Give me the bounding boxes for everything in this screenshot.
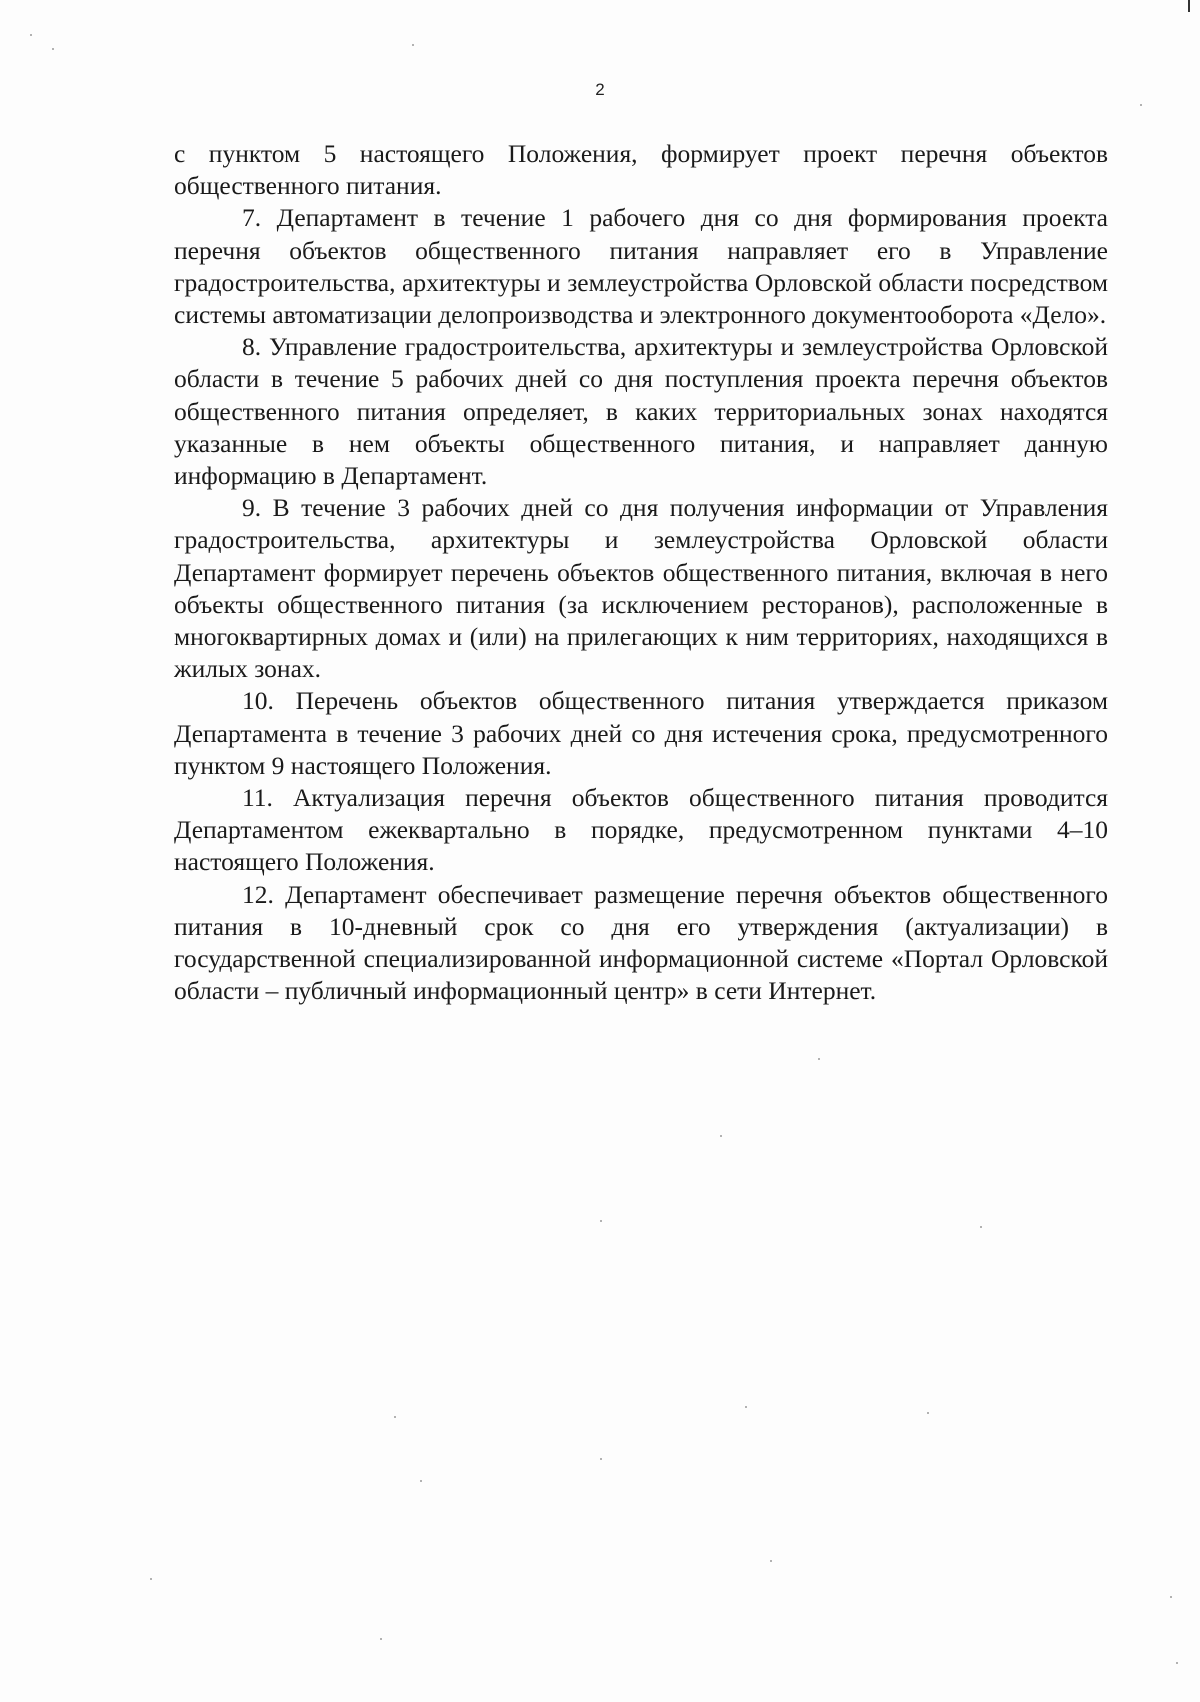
paragraph-continuation: с пунктом 5 настоящего Положения, формирует проект перечня объектов общественного питания. xyxy=(174,139,1108,201)
scan-speck xyxy=(1176,1662,1178,1664)
scan-speck xyxy=(1140,104,1142,106)
scan-speck xyxy=(412,44,414,46)
scan-speck xyxy=(818,1058,820,1060)
paragraph-9: 9. В течение 3 рабочих дней со дня получения информации от Управления градостроительства, архитектуры и землеустройства Орловской области Департамент формирует перечень объектов общественного питания, включая в него объекты общественного питания (за исключением ресторанов), расположенные в многоквартирных домах и (или) на прилегающих к ним территориях, находящихся в жилых зонах. xyxy=(174,493,1108,684)
paragraph-7: 7. Департамент в течение 1 рабочего дня со дня формирования проекта перечня объектов общественного питания направляет его в Управление градостроительства, архитектуры и землеустройства Орловской области посредством системы автоматизации делопроизводства и электронного документооборота «Дело». xyxy=(174,203,1108,330)
scan-speck xyxy=(380,1638,382,1640)
scan-speck xyxy=(770,1560,772,1562)
scan-speck xyxy=(600,1458,602,1460)
scan-speck xyxy=(1170,1596,1172,1598)
scan-speck xyxy=(150,1578,152,1580)
scan-speck xyxy=(980,1226,982,1228)
paragraph-8: 8. Управление градостроительства, архитектуры и землеустройства Орловской области в течение 5 рабочих дней со дня поступления проекта перечня объектов общественного питания определяет, в каких территориальных зонах находятся указанные в нем объекты общественного питания, и направляет данную информацию в Департамент. xyxy=(174,332,1108,491)
scan-speck xyxy=(30,34,32,36)
scan-speck xyxy=(927,1412,929,1414)
paragraph-10: 10. Перечень объектов общественного питания утверждается приказом Департамента в течение 3 рабочих дней со дня истечения срока, предусмотренного пунктом 9 настоящего Положения. xyxy=(174,686,1108,780)
page-number: 2 xyxy=(595,80,605,99)
scan-edge-mark xyxy=(1188,0,1190,12)
scan-speck xyxy=(420,1480,422,1482)
scan-speck xyxy=(394,1416,396,1418)
paragraph-12: 12. Департамент обеспечивает размещение перечня объектов общественного питания в 10-дневный срок со дня его утверждения (актуализации) в государственной специализированной информационной системе «Портал Орловской области – публичный информационный центр» в сети Интернет. xyxy=(174,879,1108,1006)
scan-speck xyxy=(745,1406,747,1408)
scan-speck xyxy=(600,1220,602,1222)
scan-speck xyxy=(720,1135,722,1137)
document-body xyxy=(174,138,1108,1007)
scan-speck xyxy=(52,48,54,50)
paragraph-11: 11. Актуализация перечня объектов общественного питания проводится Департаментом ежеквартально в порядке, предусмотренном пунктами 4–10 настоящего Положения. xyxy=(174,783,1108,877)
